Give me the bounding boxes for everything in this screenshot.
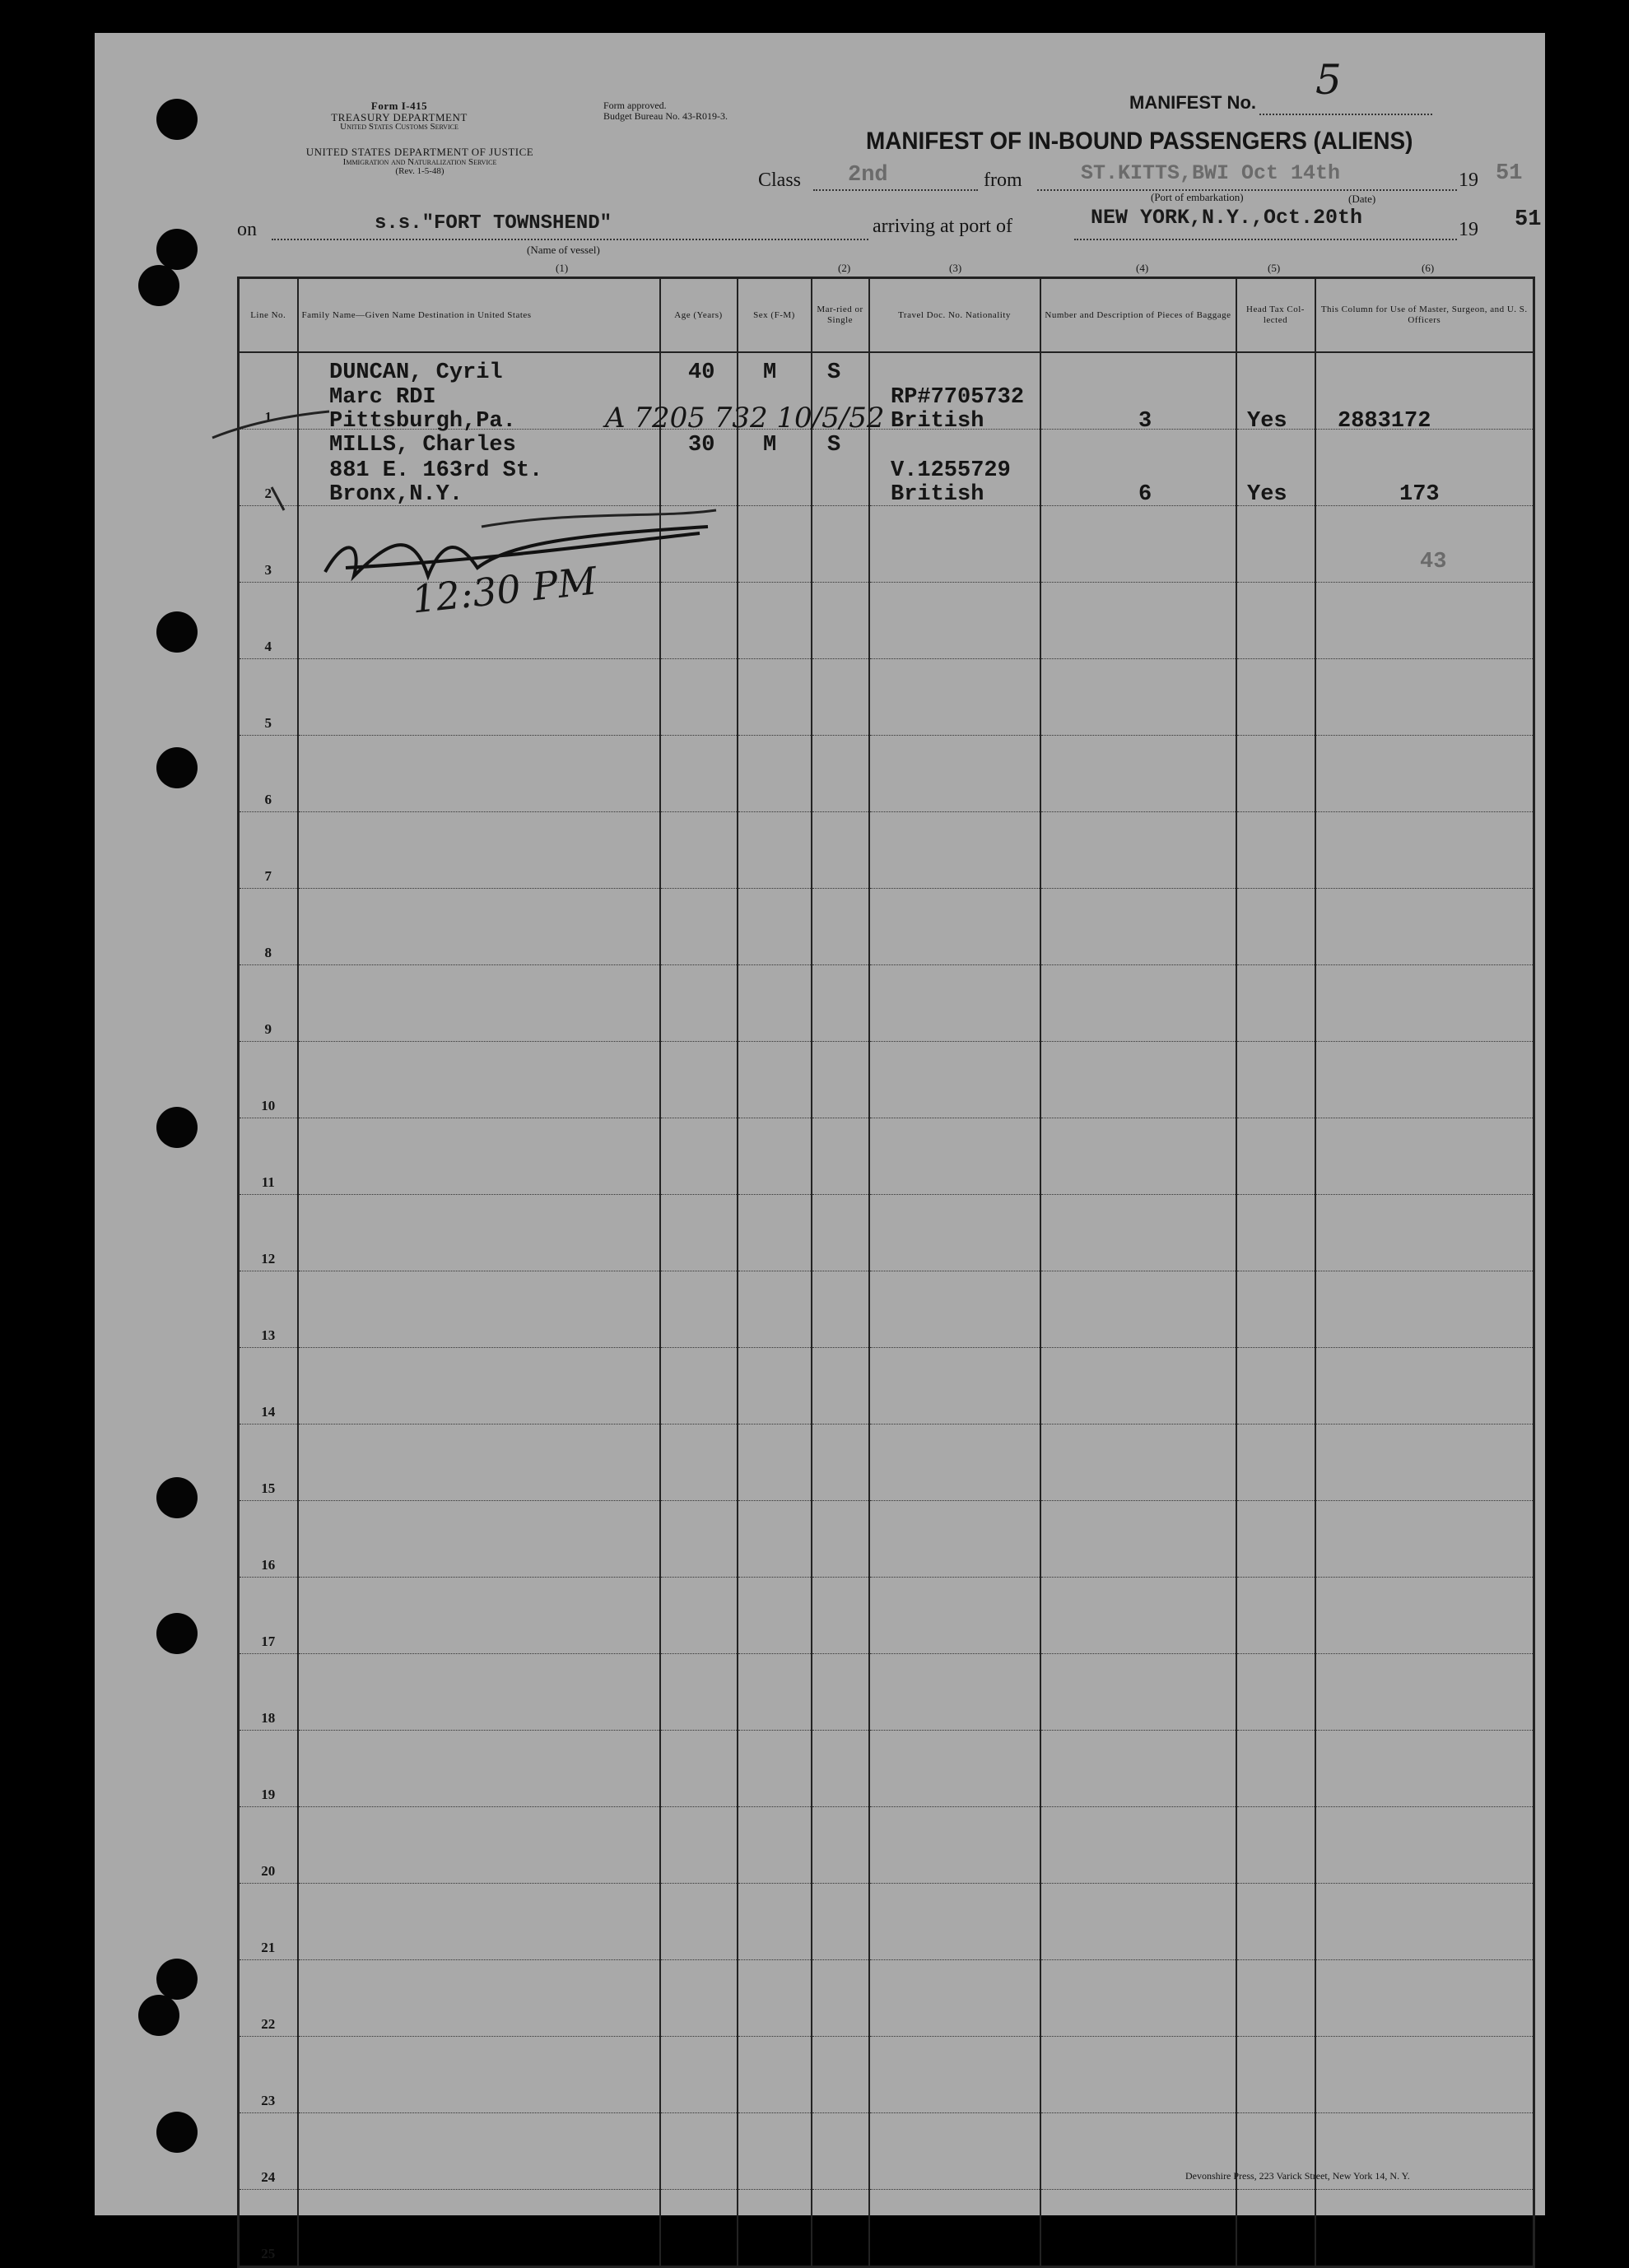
line2-tick [272,487,284,510]
line-number: 13 [239,1271,298,1348]
signature-time: 12:30 PM [409,558,599,622]
line-number: 6 [239,736,298,812]
manifest-number: 5 [1315,56,1342,104]
line-number: 3 [239,506,298,583]
vessel-caption: (Name of vessel) [527,244,600,256]
line-number: 20 [239,1807,298,1884]
line-number: 5 [239,659,298,736]
line-number: 8 [239,889,298,965]
manifest-no-label: MANIFEST No. [1129,92,1256,113]
header-line-no: Line No. [239,278,298,353]
manifest-title: MANIFEST OF IN-BOUND PASSENGERS (ALIENS) [866,128,1413,155]
line-number: 14 [239,1348,298,1424]
p1-doc: RP#7705732 [891,385,1025,410]
on-label: on [237,219,257,240]
line-number: 9 [239,965,298,1042]
year-2: 51 [1515,207,1542,232]
from-label: from [984,170,1022,191]
line-number: 7 [239,812,298,889]
p1-sex: M [763,360,777,385]
p1-addr1: Marc RDI [329,385,436,410]
line-number: 23 [239,2037,298,2113]
p2-age: 30 [688,433,715,458]
line-number: 10 [239,1042,298,1118]
class-label: Class [758,170,802,191]
arriving-label: arriving at port of [873,216,1012,237]
line-number: 15 [239,1424,298,1501]
printer-footer: Devonshire Press, 223 Varick Street, New York 14, N. Y. [1185,2170,1410,2182]
arrival-value: NEW YORK,N.Y.,Oct.20th [1091,206,1363,230]
p1-marital: S [827,360,841,385]
year-prefix-1: 19 [1459,170,1478,191]
p1-age: 40 [688,360,715,385]
col-num-6: (6) [1422,262,1435,274]
header-officers: This Column for Use of Master, Surgeon, and U. S. Officers [1315,278,1534,353]
line-number: 19 [239,1731,298,1807]
line-number: 4 [239,583,298,659]
line-number: 2 [239,430,298,506]
header-name: Family Name—Given Name Destination in United States [298,278,660,353]
col-num-4: (4) [1136,262,1149,274]
p2-addr2: Bronx,N.Y. [329,482,463,507]
p2-marital: S [827,433,841,458]
header-head-tax: Head Tax Col-lected [1236,278,1315,353]
p2-sex: M [763,433,777,458]
header-travel-doc: Travel Doc. No. Nationality [869,278,1040,353]
p2-name: MILLS, Charles [329,433,516,458]
p2-tax: Yes [1247,482,1287,507]
p1-handnote: A 7205 732 10/5/52 [605,402,885,435]
p2-baggage: 6 [1138,482,1152,507]
budget-text: Budget Bureau No. 43-R019-3. [603,110,728,123]
vessel-name: s.s."FORT TOWNSHEND" [375,212,612,235]
year-1: 51 [1496,161,1523,186]
line-number: 12 [239,1195,298,1271]
line-number: 21 [239,1884,298,1960]
class-value: 2nd [848,163,888,188]
p2-doc: V.1255729 [891,458,1011,483]
customs-service: United States Customs Service [340,122,458,132]
p1-officer: 2883172 [1338,409,1431,434]
approved-text: Form approved. [603,100,667,111]
header-married: Mar-ried or Single [812,278,869,353]
line-number: 22 [239,1960,298,2037]
header-sex: Sex (F-M) [738,278,812,353]
line-number: 25 [239,2190,298,2267]
row3-officer: 43 [1420,550,1447,574]
line-number: 16 [239,1501,298,1578]
header-baggage: Number and Description of Pieces of Baggage [1040,278,1236,353]
col-num-3: (3) [949,262,962,274]
line-number: 24 [239,2113,298,2190]
date-caption: (Date) [1348,193,1376,205]
embarkation-caption: (Port of embarkation) [1151,191,1244,203]
p1-baggage: 3 [1138,409,1152,434]
header-age: Age (Years) [660,278,738,353]
revision-date: (Rev. 1-5-48) [395,166,444,177]
p1-name: DUNCAN, Cyril [329,360,503,385]
treasury-dept: TREASURY DEPARTMENT [331,110,468,123]
form-number: Form I-415 [370,100,428,112]
year-prefix-2: 19 [1459,219,1478,240]
p2-addr1: 881 E. 163rd St. [329,458,543,483]
p1-nationality: British [891,409,984,434]
line-number: 1 [239,352,298,430]
line-number: 11 [239,1118,298,1195]
p1-addr2: Pittsburgh,Pa. [329,409,516,434]
line-number: 17 [239,1578,298,1654]
col-num-1: (1) [556,262,569,274]
from-value: ST.KITTS,BWI Oct 14th [1081,161,1341,185]
col-num-5: (5) [1268,262,1281,274]
line1-strike [212,411,329,438]
p1-tax: Yes [1247,409,1287,434]
justice-dept: UNITED STATES DEPARTMENT OF JUSTICE [305,146,534,158]
p2-officer: 173 [1399,482,1440,507]
ins-service: Immigration and Naturalization Service [342,156,497,167]
line-number: 18 [239,1654,298,1731]
col-num-2: (2) [838,262,851,274]
p2-nationality: British [891,482,984,507]
